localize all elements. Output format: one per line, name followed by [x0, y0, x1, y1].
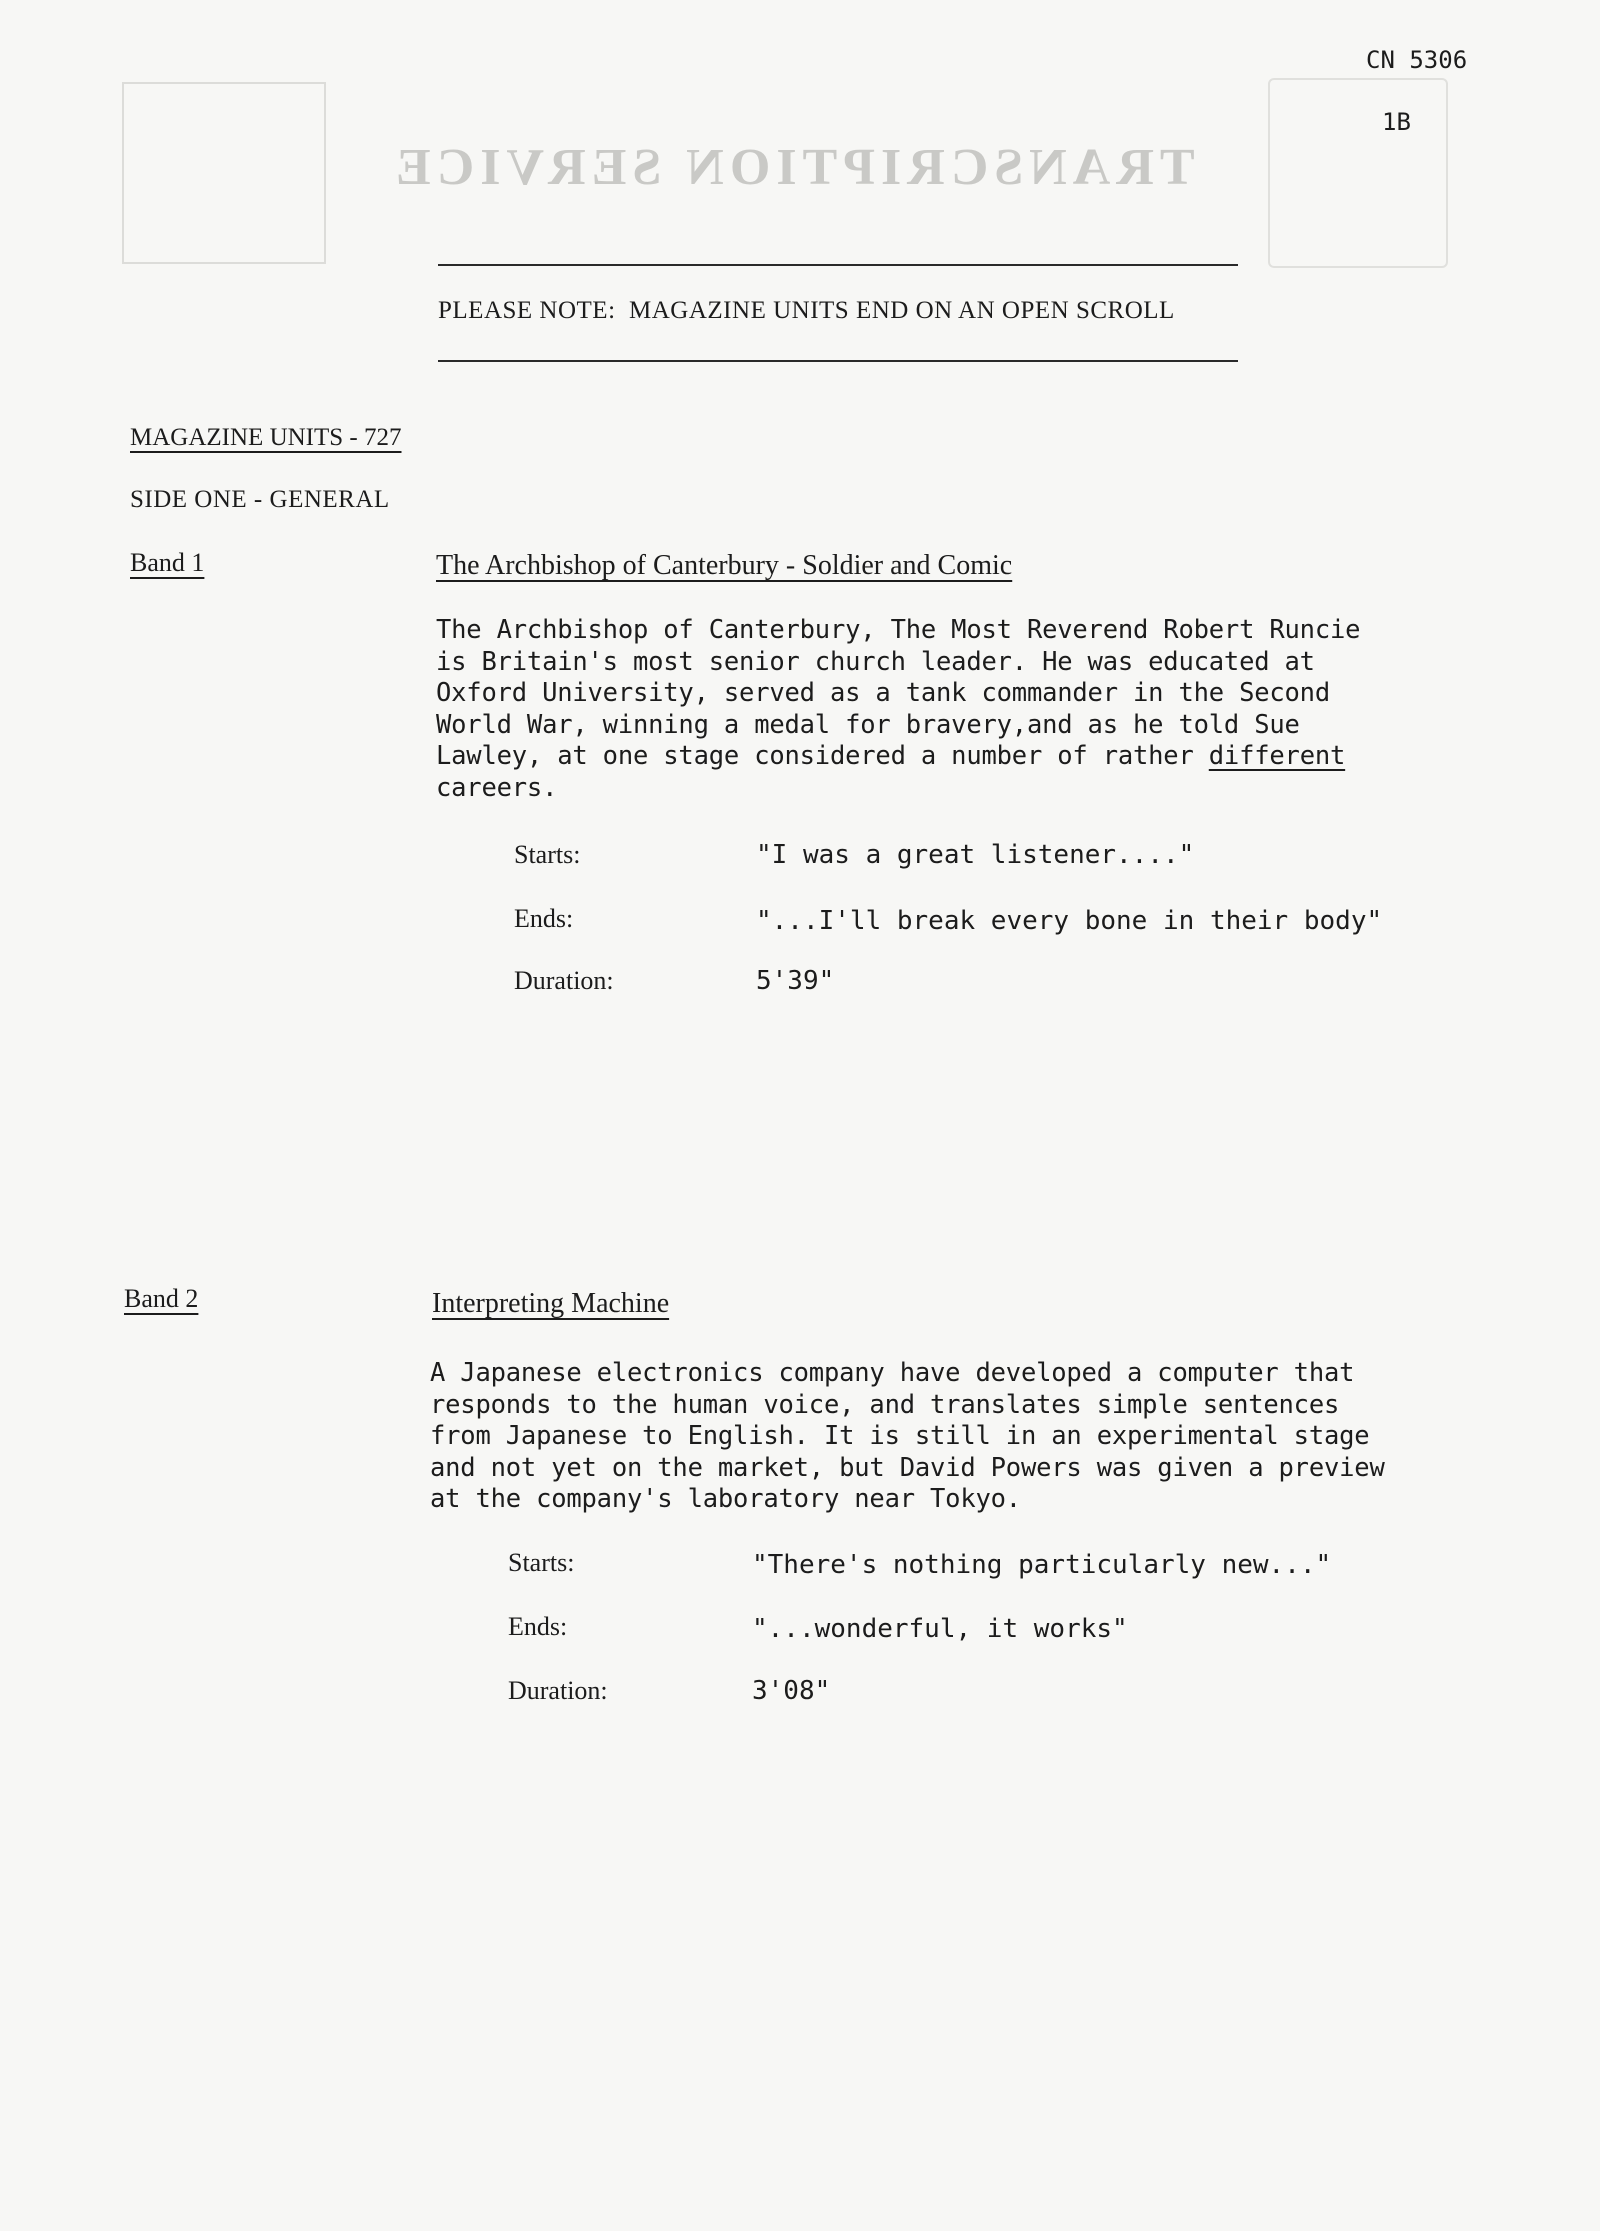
band-1-desc-line: The Archbishop of Canterbury, The Most Reverend Robert Runcie	[436, 615, 1361, 645]
band-2-desc-line: A Japanese electronics company have developed a computer that	[430, 1358, 1355, 1388]
band-2-desc-line: from Japanese to English. It is still in an experimental stage	[430, 1421, 1370, 1451]
band-1-duration-value: 5'39"	[756, 966, 835, 996]
band-2-starts-label: Starts:	[508, 1548, 575, 1577]
band-1-desc-line: World War, winning a medal for bravery,and as he told Sue	[436, 709, 1300, 740]
band-2-duration-label: Duration:	[508, 1676, 608, 1705]
band-2-desc-line: at the company's laboratory near Tokyo.	[430, 1484, 1021, 1514]
band-1-desc-line: is Britain's most senior church leader. He was educated at	[436, 646, 1315, 677]
ghost-title: TRANSCRIPTION SERVICE	[390, 139, 1195, 196]
band-1-description	[436, 615, 1436, 804]
band-2-title: Interpreting Machine	[432, 1288, 670, 1319]
band-1-ends-label: Ends:	[514, 904, 574, 933]
catalog-number: CN 5306	[1366, 46, 1468, 74]
band-2-starts-value: "There's nothing particularly new..."	[752, 1550, 1332, 1580]
band-2-ends-label: Ends:	[508, 1612, 568, 1641]
notice-bottom-rule	[438, 360, 1238, 362]
ghost-stamp-box	[122, 82, 326, 264]
magazine-title: MAGAZINE UNITS - 727	[130, 424, 402, 451]
notice-top-rule	[438, 264, 1238, 266]
band-1-ends-value: "...I'll break every bone in their body"	[756, 906, 1383, 936]
band-1-starts-label: Starts:	[514, 840, 581, 869]
ghost-logo-box	[1268, 78, 1448, 268]
band-2-duration-value: 3'08"	[752, 1676, 831, 1706]
band-2-desc-line: and not yet on the market, but David Powers was given a preview	[430, 1452, 1385, 1483]
band-1-starts-value: "I was a great listener...."	[756, 840, 1195, 870]
band-1-desc-underlined-word: different	[1208, 741, 1346, 771]
band-1-desc-line: Oxford University, served as a tank commander in the Second	[436, 678, 1330, 708]
band-1-desc-line-group	[436, 741, 1436, 773]
notice-text: PLEASE NOTE: MAGAZINE UNITS END ON AN OPEN SCROLL	[438, 297, 1175, 324]
side-code: 1B	[1382, 108, 1411, 136]
band-1-duration-label: Duration:	[514, 966, 614, 995]
band-2-label: Band 2	[124, 1284, 199, 1313]
band-1-label: Band 1	[130, 548, 205, 577]
side-heading: SIDE ONE - GENERAL	[130, 486, 390, 513]
band-2-desc-line: responds to the human voice, and translates simple sentences	[430, 1389, 1340, 1420]
band-2-ends-value: "...wonderful, it works"	[752, 1614, 1128, 1644]
band-1-desc-line: careers.	[436, 772, 558, 803]
band-1-desc-line: Lawley, at one stage considered a number of rather	[436, 741, 1194, 771]
band-1-title: The Archbishop of Canterbury - Soldier and Comic	[436, 550, 1013, 581]
band-2-description	[430, 1358, 1440, 1516]
